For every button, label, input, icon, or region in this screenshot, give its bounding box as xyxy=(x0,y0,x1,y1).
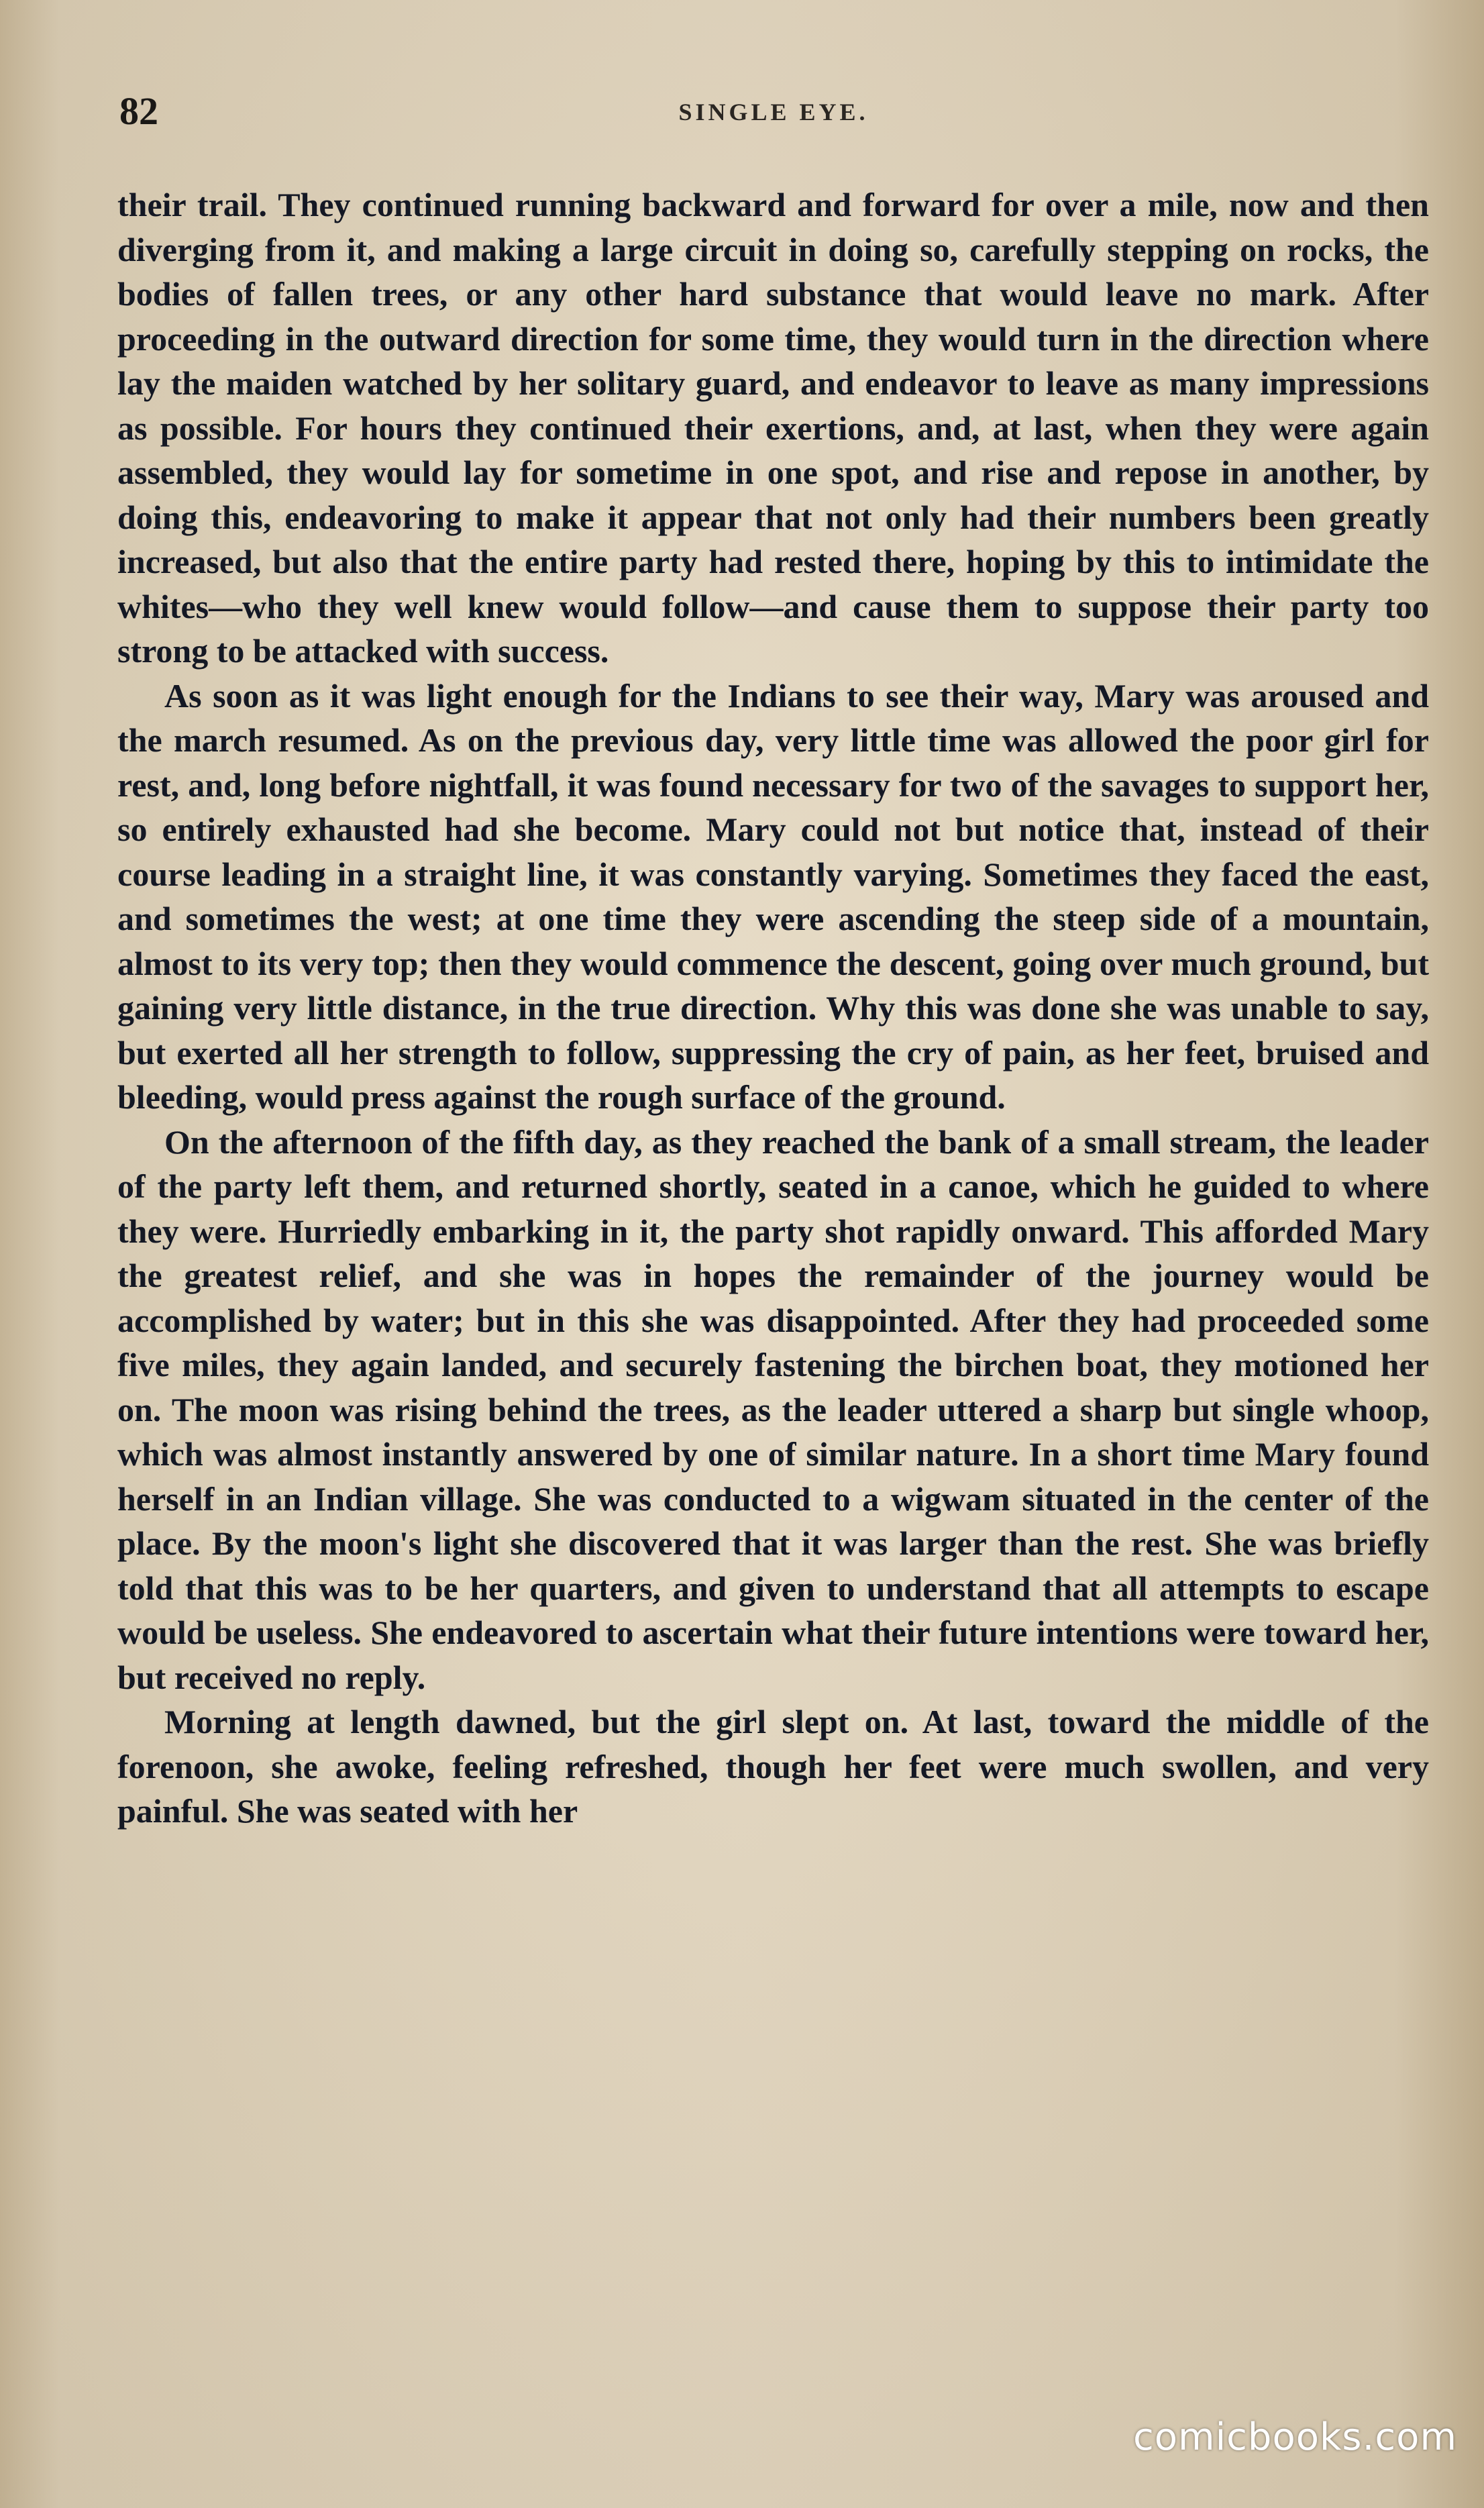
page-header xyxy=(119,89,1428,142)
paragraph: As soon as it was light enough for the Indians to see their way, Mary was aroused and the march resumed. As on the previous day, very little time was allowed the poor girl for rest, and, long before nightfall, it was found necessary for two of the savages to support her, so entirely exhausted had she become. Mary could not but notice that, instead of their course leading in a straight line, it was constantly varying. Sometimes they faced the east, and sometimes the west; at one time they were ascending the steep side of a mountain, almost to its very top; then they would commence the descent, going over much ground, but gaining very little distance, in the true direction. Why this was done she was unable to say, but exerted all her strength to follow, suppressing the cry of pain, as her feet, bruised and bleeding, would press against the rough surface of the ground. xyxy=(117,676,1429,1116)
watermark: comicbooks.com xyxy=(1132,2415,1457,2459)
paragraph: Morning at length dawned, but the girl slept on. At last, toward the middle of the forenoon, she awoke, feeling refreshed, though her feet were much swollen, and very painful. She was seated with her xyxy=(117,1703,1429,1830)
body-text xyxy=(117,182,1429,1834)
page-number: 82 xyxy=(119,89,158,133)
paragraph: On the afternoon of the fifth day, as they reached the bank of a small stream, the leader of the party left them, and returned shortly, seated in a canoe, which he guided to where they were. Hurriedly embarking in it, the party shot rapidly onward. This afforded Mary the greatest relief, and she was in hopes the remainder of the journey would be accomplished by water; but in this she was disappointed. After they had proceeded some five miles, they again landed, and securely fastening the birchen boat, they motioned her on. The moon was rising behind the trees, as the leader uttered a sharp but single whoop, which was almost instantly answered by one of similar nature. In a short time Mary found herself in an Indian village. She was conducted to a wigwam situated in the center of the place. By the moon's light she discovered that it was larger than the rest. She was briefly told that this was to be her quarters, and given to understand that all attempts to escape would be useless. She endeavored to ascertain what their future intentions were toward her, but received no reply. xyxy=(117,1122,1429,1696)
paragraph: their trail. They continued running backward and forward for over a mile, now and then diverging from it, and making a large circuit in doing so, carefully stepping on rocks, the bodies of fallen trees, or any other hard substance that would leave no mark. After proceeding in the outward direction for some time, they would turn in the direction where lay the maiden watched by her solitary guard, and endeavor to leave as many impressions as possible. For hours they continued their exertions, and, at last, when they were again assembled, they would lay for sometime in one spot, and rise and repose in another, by doing this, endeavoring to make it appear that not only had their numbers been greatly increased, but also that the entire party had rested there, hoping by this to intimidate the whites—who they well knew would follow—and cause them to suppose their party too strong to be attacked with success. xyxy=(117,186,1429,670)
running-head: SINGLE EYE. xyxy=(678,99,869,125)
